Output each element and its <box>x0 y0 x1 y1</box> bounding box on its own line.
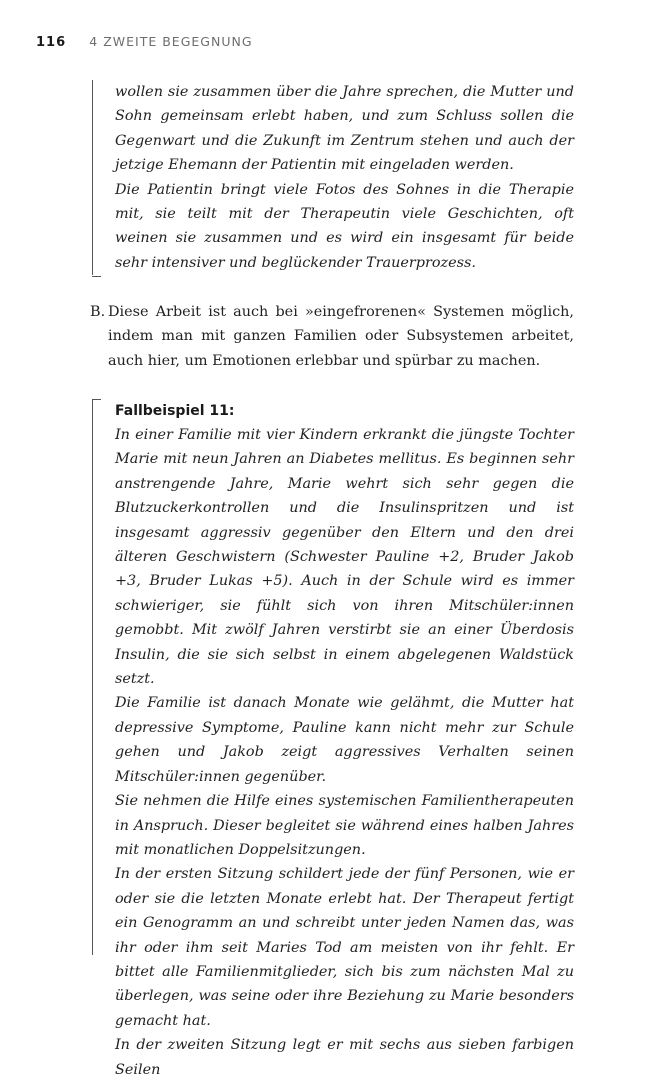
page-number: 116 <box>36 35 67 50</box>
case-paragraph: In einer Familie mit vier Kindern erkrankt die jüngste Tochter Marie mit neun Jahren an Diabetes mellitus. Es beginnen sehr anstrengende Jahre, Marie wehrt sich sehr gegen die Blutzuckerkontrollen und die Insulinspritzen und ist insgesamt aggressiv gegenüber den Eltern und den drei älteren Geschwistern (Schwester Pauline +2, Bruder Jakob +3, Bruder Lukas +5). Auch in der Schule wird es immer schwieriger, sie fühlt sich von ihren Mitschüler:innen gemobbt. Mit zwölf Jahren verstirbt sie an einer Überdosis Insulin, die sie sich selbst in einem abgelegenen Waldstück setzt. <box>115 427 574 688</box>
case-paragraph: In der zweiten Sitzung legt er mit sechs aus sieben farbigen Seilen <box>115 1037 574 1078</box>
case-paragraph: In der ersten Sitzung schildert jede der fünf Personen, wie er oder sie die letzten Monate erlebt hat. Der Therapeut fertigt ein Genogramm an und schreibt unter jeden Namen das, was ihr oder ihm seit Maries Tod am meisten von ihr fehlt. Er bittet alle Familienmitglieder, sich bis zum nächsten Mal zu überlegen, was seine oder ihre Beziehung zu Marie besonders gemacht hat. <box>115 866 574 1029</box>
list-text: Diese Arbeit ist auch bei »eingefrorenen« Systemen möglich, indem man mit ganzen Familien oder Subsystemen arbeitet, auch hier, um Emotionen erlebbar und spürbar zu machen. <box>108 304 574 369</box>
case-paragraph: wollen sie zusammen über die Jahre sprechen, die Mutter und Sohn gemeinsam erlebt haben, und zum Schluss sollen die Gegenwart und die Zukunft im Zentrum stehen und auch der jetzige Ehemann der Patientin mit eingeladen werden. <box>115 84 574 174</box>
running-head <box>36 34 610 54</box>
case-paragraph: Die Patientin bringt viele Fotos des Sohnes in die Therapie mit, sie teilt mit der Therapeutin viele Geschichten, oft weinen sie zusammen und es wird ein insgesamt für beide sehr intensiver und beglückender Trauerprozess. <box>115 181 574 271</box>
case-example-continued <box>92 80 574 275</box>
case-heading: Fallbeispiel 11: <box>115 403 235 419</box>
chapter-title: 4 ZWEITE BEGEGNUNG <box>89 34 253 49</box>
case-example-11 <box>92 399 574 1078</box>
case-paragraph: Sie nehmen die Hilfe eines systemischen Familientherapeuten in Anspruch. Dieser begleitet sie während eines halben Jahres mit monatlichen Doppelsitzungen. <box>115 793 574 858</box>
case-paragraph: Die Familie ist danach Monate wie gelähmt, die Mutter hat depressive Symptome, Pauline kann nicht mehr zur Schule gehen und Jakob zeigt aggressives Verhalten seinen Mitschüler:innen gegenüber. <box>115 695 574 785</box>
list-item-b <box>90 300 574 373</box>
list-marker: B. <box>90 304 106 320</box>
